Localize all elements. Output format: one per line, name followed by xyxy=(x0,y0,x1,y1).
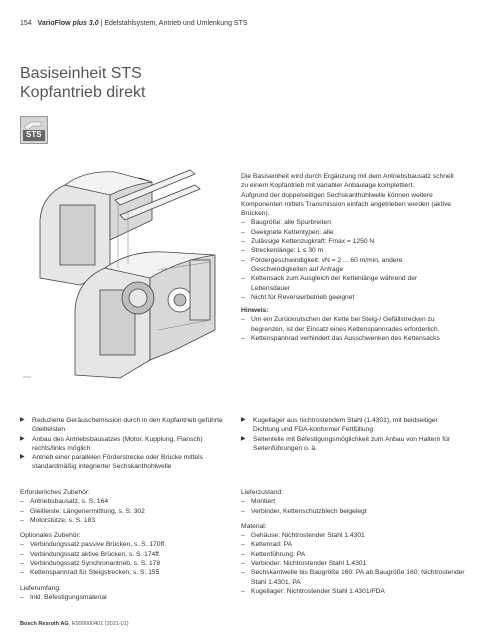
list-item: – Inkl. Befestigungsmaterial xyxy=(20,593,230,602)
list-item: – Kettenrad: PA xyxy=(241,540,466,549)
badge-label: STS xyxy=(26,130,42,139)
required-heading: Erforderliches Zubehör: xyxy=(20,489,90,496)
list-item: – Kettenspannrad für Steigstrecken, s. S. 155 xyxy=(20,568,230,577)
list-item: – Verbinder, Kettenschutzblech beigelegt xyxy=(241,507,466,516)
list-item: – Verbindungssatz aktive Brücken, s. S. 174ff. xyxy=(20,550,230,559)
scope-list xyxy=(20,593,230,602)
sts-badge-icon xyxy=(20,116,48,144)
required-list xyxy=(20,497,230,525)
list-item: – Gleitleiste: Längenermittlung, s. S. 302 xyxy=(20,507,230,516)
material-heading: Material: xyxy=(241,522,267,530)
section-name: | Edelstahlsystem, Antrieb und Umlenkung STS xyxy=(100,20,248,27)
title-line-2: Kopfantrieb direkt xyxy=(20,84,146,101)
description-intro-2: Aufgrund der doppelseitigen Sechskanthohlwelle können weitere Komponenten mittels Transmission einfach angetrieben werden (aktive Brücken). xyxy=(241,191,452,218)
list-item: ▶ Kugellager aus nichtrostendem Stahl (1.4301), mit beidseitiger Dichtung und FDA-konformer Fettfüllung xyxy=(241,416,461,435)
optional-list xyxy=(20,540,230,577)
list-item: – Verbindungssatz Synchronantrieb, s. S. 178 xyxy=(20,559,230,568)
feature-list-right xyxy=(241,416,461,453)
description-intro: Die Basiseinheit wird durch Ergänzung mit dem Antriebsbausatz schnell zu einem Kopfantrieb mit variabler Anbaulage komplettiert. xyxy=(241,173,454,190)
list-item: – Streckenlänge: L ≤ 30 m xyxy=(241,246,456,255)
list-item: – Baugröße: alle Spurbreiten xyxy=(241,218,456,227)
footer-doc: , R999000401 (2021-01) xyxy=(68,621,129,627)
material-list xyxy=(241,531,466,596)
scope-heading: Lieferumfang: xyxy=(20,584,61,592)
footer-company: Bosch Rexroth AG xyxy=(20,621,69,627)
list-item: – Fördergeschwindigkeit: vN = 2 ... 60 m/min, andere Geschwindigkeiten auf Anfrage xyxy=(241,256,456,275)
delivery-list xyxy=(241,497,466,516)
figure-code: 00001 xyxy=(23,375,32,379)
page-header xyxy=(20,20,248,27)
conveyor-drive-illustration xyxy=(20,160,230,382)
accessories-column xyxy=(20,488,230,602)
list-item: ▶ Seitenteile mit Befestigungsmöglichkeit zum Anbau von Haltern für Seitenführungen o. ä. xyxy=(241,435,461,454)
delivery-column xyxy=(241,488,466,596)
product-name: VarioFlow xyxy=(37,20,71,27)
list-item: – Gehäuse: Nichtrostender Stahl 1.4301 xyxy=(241,531,466,540)
list-item: – Montiert xyxy=(241,497,466,506)
list-item: ▶ Antrieb einer parallelen Förderstrecke oder Brücke mittels standardmäßig integrierter Sechskanthohlwelle xyxy=(20,453,230,472)
list-item: – Kugellager: Nichtrostender Stahl 1.4301/FDA xyxy=(241,587,466,596)
hint-heading: Hinweis: xyxy=(241,307,269,315)
description xyxy=(241,172,456,343)
list-item: – Um ein Zurückrutschen der Kette bei Steig-/ Gefällstrecken zu begrenzen, ist der Einsatz eines Kettenspannrades erforderlich. xyxy=(241,315,456,334)
hint-list xyxy=(241,315,456,343)
page-title xyxy=(20,64,145,102)
list-item: – Sechskantwelle bis Baugröße 160: PA ab Baugröße 160: Nichtrostender Stahl 1.4301, PA xyxy=(241,568,466,587)
list-item: ▶ Reduzierte Geräuschemission durch in den Kopfantrieb geführte Gleitleisten xyxy=(20,416,230,435)
list-item: – Zulässige Kettenzugkraft: Fmax = 1250 N xyxy=(241,237,456,246)
list-item: – Nicht für Reversierbetrieb geeignet xyxy=(241,293,456,302)
product-suffix: plus 3.0 xyxy=(72,20,99,27)
title-line-1: Basiseinheit STS xyxy=(20,65,142,82)
optional-heading: Optionales Zubehör: xyxy=(20,532,81,540)
delivery-heading: Lieferzustand: xyxy=(241,489,284,496)
list-item: – Motorstütze, s. S. 183 xyxy=(20,516,230,525)
feature-list-left xyxy=(20,416,230,472)
list-item: – Kettenspannrad verhindert das Ausschwenken des Kettensacks xyxy=(241,334,456,343)
list-item: – Antriebsbausatz, s. S. 164 xyxy=(20,497,230,506)
page-footer xyxy=(20,621,129,627)
list-item: – Verbinder: Nichtrostender Stahl 1.4301 xyxy=(241,559,466,568)
page-number: 154 xyxy=(20,20,32,27)
list-item: ▶ Anbau des Antriebsbausatzes (Motor, Kupplung, Flansch) rechts/links möglich xyxy=(20,435,230,454)
spec-list xyxy=(241,218,456,302)
list-item: – Kettensack zum Ausgleich der Kettenlänge während der Lebensdauer xyxy=(241,274,456,293)
list-item: – Verbindungssatz passive Brücken, s. S. 170ff. xyxy=(20,540,230,549)
list-item: – Geeignete Kettentypen: alle xyxy=(241,228,456,237)
list-item: – Kettenführung: PA xyxy=(241,550,466,559)
